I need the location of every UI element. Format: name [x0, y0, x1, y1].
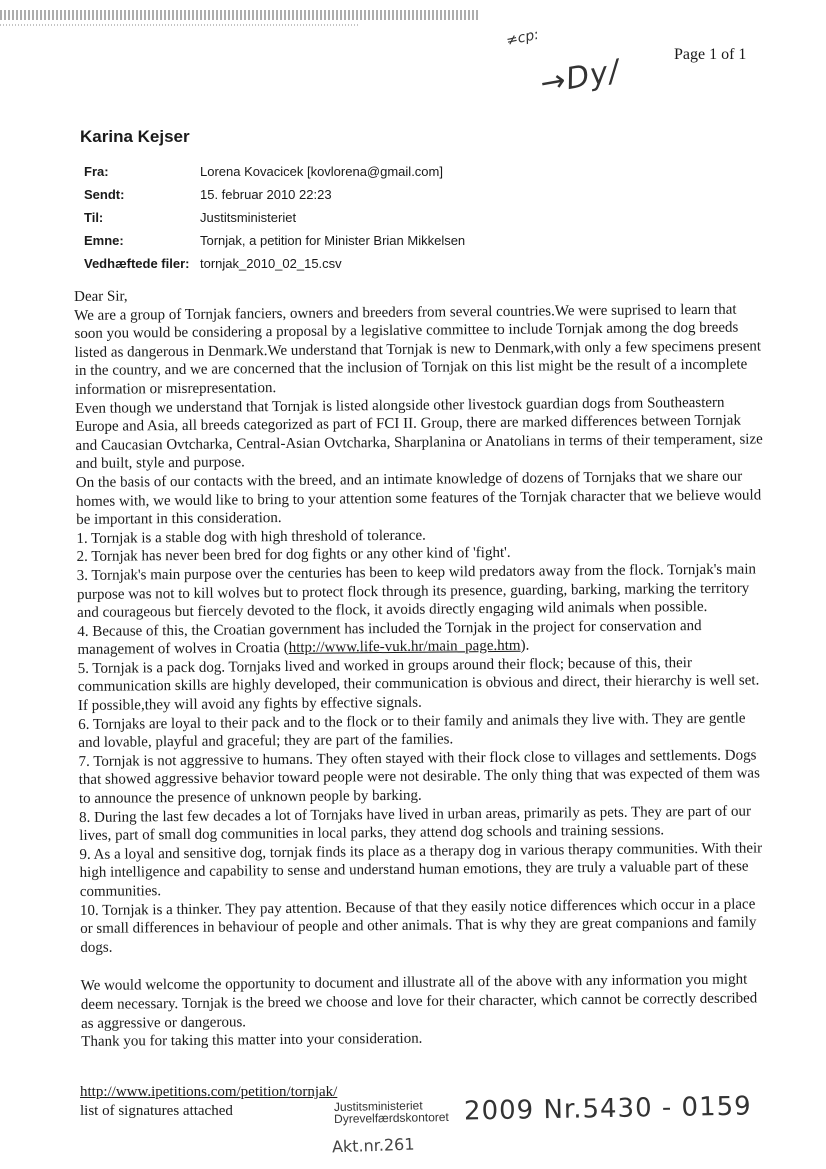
ministry-stamp — [334, 1099, 449, 1125]
closing-paragraph: We would welcome the opportunity to document and illustrate all of the above with any information you might deem necessary. Tornjak is the breed we choose and love for their character, which cannot be correctly described as aggressive or dangerous. — [80, 971, 758, 1032]
wolf-project-link[interactable]: http://www.life-vuk.hr/main_page.htm — [288, 638, 521, 657]
email-header — [84, 160, 465, 275]
point-1: 1. Tornjak is a stable dog with high threshold of tolerance. — [76, 527, 426, 547]
scan-artifact — [0, 10, 480, 20]
scan-artifact-thin — [0, 24, 360, 26]
point-7: 7. Tornjak is not aggressive to humans. They often stayed with their flock close to villages and settlements. Dogs that showed aggressive behavior toward people were not desirable. The only thing that was expected of them was to announce the presence of unknown people by barking. — [78, 747, 760, 808]
point-4-text: 4. Because of this, the Croatian government has included the Tornjak in the project for conservation and management of wolves in Croatia ( — [77, 617, 702, 659]
point-8: 8. During the last few decades a lot of Tornjaks have lived in urban areas, primarily as pets. They are part of our lives, part of small dog communities in local parks, they attend dog schools and training sessions. — [79, 803, 752, 845]
header-row-attachments — [84, 252, 465, 275]
header-label: Emne: — [84, 233, 124, 248]
context-paragraph: Even though we understand that Tornjak is listed alongside other livestock guardian dogs from Southeastern Europe and Asia, all breeds categorized as part of FCI II. Group, there are marked differences between Tornjak and Caucasian Ovtcharka, Central-Asian Ovtcharka, Sharplanina or Anatolians in terms of their temperament, size and built, style and purpose. — [75, 394, 763, 473]
intro-paragraph: We are a group of Tornjak fanciers, owners and breeders from several countries.We were suprised to learn that soon you would be considering a proposal by a legislative committee to include Tornjak among the dog breeds listed as dangerous in Denmark.We understand that Tornjak is new to Denmark,with only a few specimens present in the country, and we are concerned that the inclusion of Tornjak on this list might be the result of a incomplete information or misrepresentation. — [74, 301, 762, 398]
header-label: Fra: — [84, 164, 109, 179]
petition-link[interactable]: http://www.ipetitions.com/petition/tornjak/ — [80, 1084, 338, 1100]
point-9: 9. As a loyal and sensitive dog, tornjak finds its place as a therapy dog in various therapy communities. With their high intelligence and capability to sense and understand human emotions, they are truly a valuable part of these communities. — [79, 840, 763, 900]
header-label: Sendt: — [84, 187, 125, 202]
salutation: Dear Sir, — [74, 288, 128, 305]
stamp-line-1: Justitsministeriet — [333, 1098, 423, 1115]
header-value: 15. februar 2010 22:23 — [200, 187, 332, 202]
point-3: 3. Tornjak's main purpose over the centuries has been to keep wild predators away from the flock. Tornjak's main purpose was not to kill wolves but to protect flock through its presence, guarding, barking, marking the territory and courageous but fiercely devoted to the flock, it avoids directly engaging wild animals when possible. — [76, 561, 757, 622]
handwritten-note-large: →Dy/ — [537, 53, 623, 102]
header-row-sent — [84, 183, 465, 206]
thanks-line: Thank you for taking this matter into your consideration. — [81, 1030, 423, 1051]
point-10: 10. Tornjak is a thinker. They pay attention. Because of that they easily notice differences which occur in a place or small differences in behaviour of people and other animals. That is why they are great companions and family dogs. — [79, 896, 757, 956]
stamp-line-2: Dyrevelfærdskontoret — [333, 1109, 449, 1126]
point-5: 5. Tornjak is a pack dog. Tornjaks lived and worked in groups around their flock; because of this, their communication skills are highly developed, their communication is obvious and direct, their hierarchy is well set. If possible,they will avoid any fights by effective signals. — [77, 654, 760, 715]
signatures-note: list of signatures attached — [80, 1103, 233, 1119]
point-6: 6. Tornjaks are loyal to their pack and to the flock or to their family and animals they live with. They are gentle and lovable, playful and graceful; they are part of the families. — [78, 710, 746, 752]
header-value: Justitsministeriet — [200, 210, 297, 225]
point-2: 2. Tornjak has never been bred for dog fights or any other kind of 'fight'. — [76, 545, 511, 566]
header-label: Vedhæftede filer: — [84, 256, 190, 271]
letter-body — [74, 281, 771, 1051]
header-row-to — [84, 206, 465, 229]
sender-name: Karina Kejser — [80, 127, 190, 146]
header-row-subject — [84, 229, 465, 252]
point-4-end: ). — [520, 637, 530, 655]
page-number: Page 1 of 1 — [674, 46, 747, 63]
header-value: Tornjak, a petition for Minister Brian Mikkelsen — [200, 233, 466, 248]
handwritten-akt-number: Akt.nr.261 — [331, 1134, 415, 1157]
handwritten-case-number: 2009 Nr.5430 - 0159 — [463, 1091, 752, 1127]
basis-paragraph: On the basis of our contacts with the breed, and an intimate knowledge of dozens of Tornjaks that we share our homes with, we would like to bring to your attention some features of the Tornjak character that we believe would be important in this consideration. — [75, 468, 762, 529]
header-value: Lorena Kovacicek [kovlorena@gmail.com] — [200, 164, 443, 179]
header-value: tornjak_2010_02_15.csv — [200, 256, 342, 271]
header-label: Til: — [84, 210, 104, 225]
handwritten-note-small: ≠cp: — [504, 26, 541, 50]
header-row-from — [84, 160, 465, 183]
